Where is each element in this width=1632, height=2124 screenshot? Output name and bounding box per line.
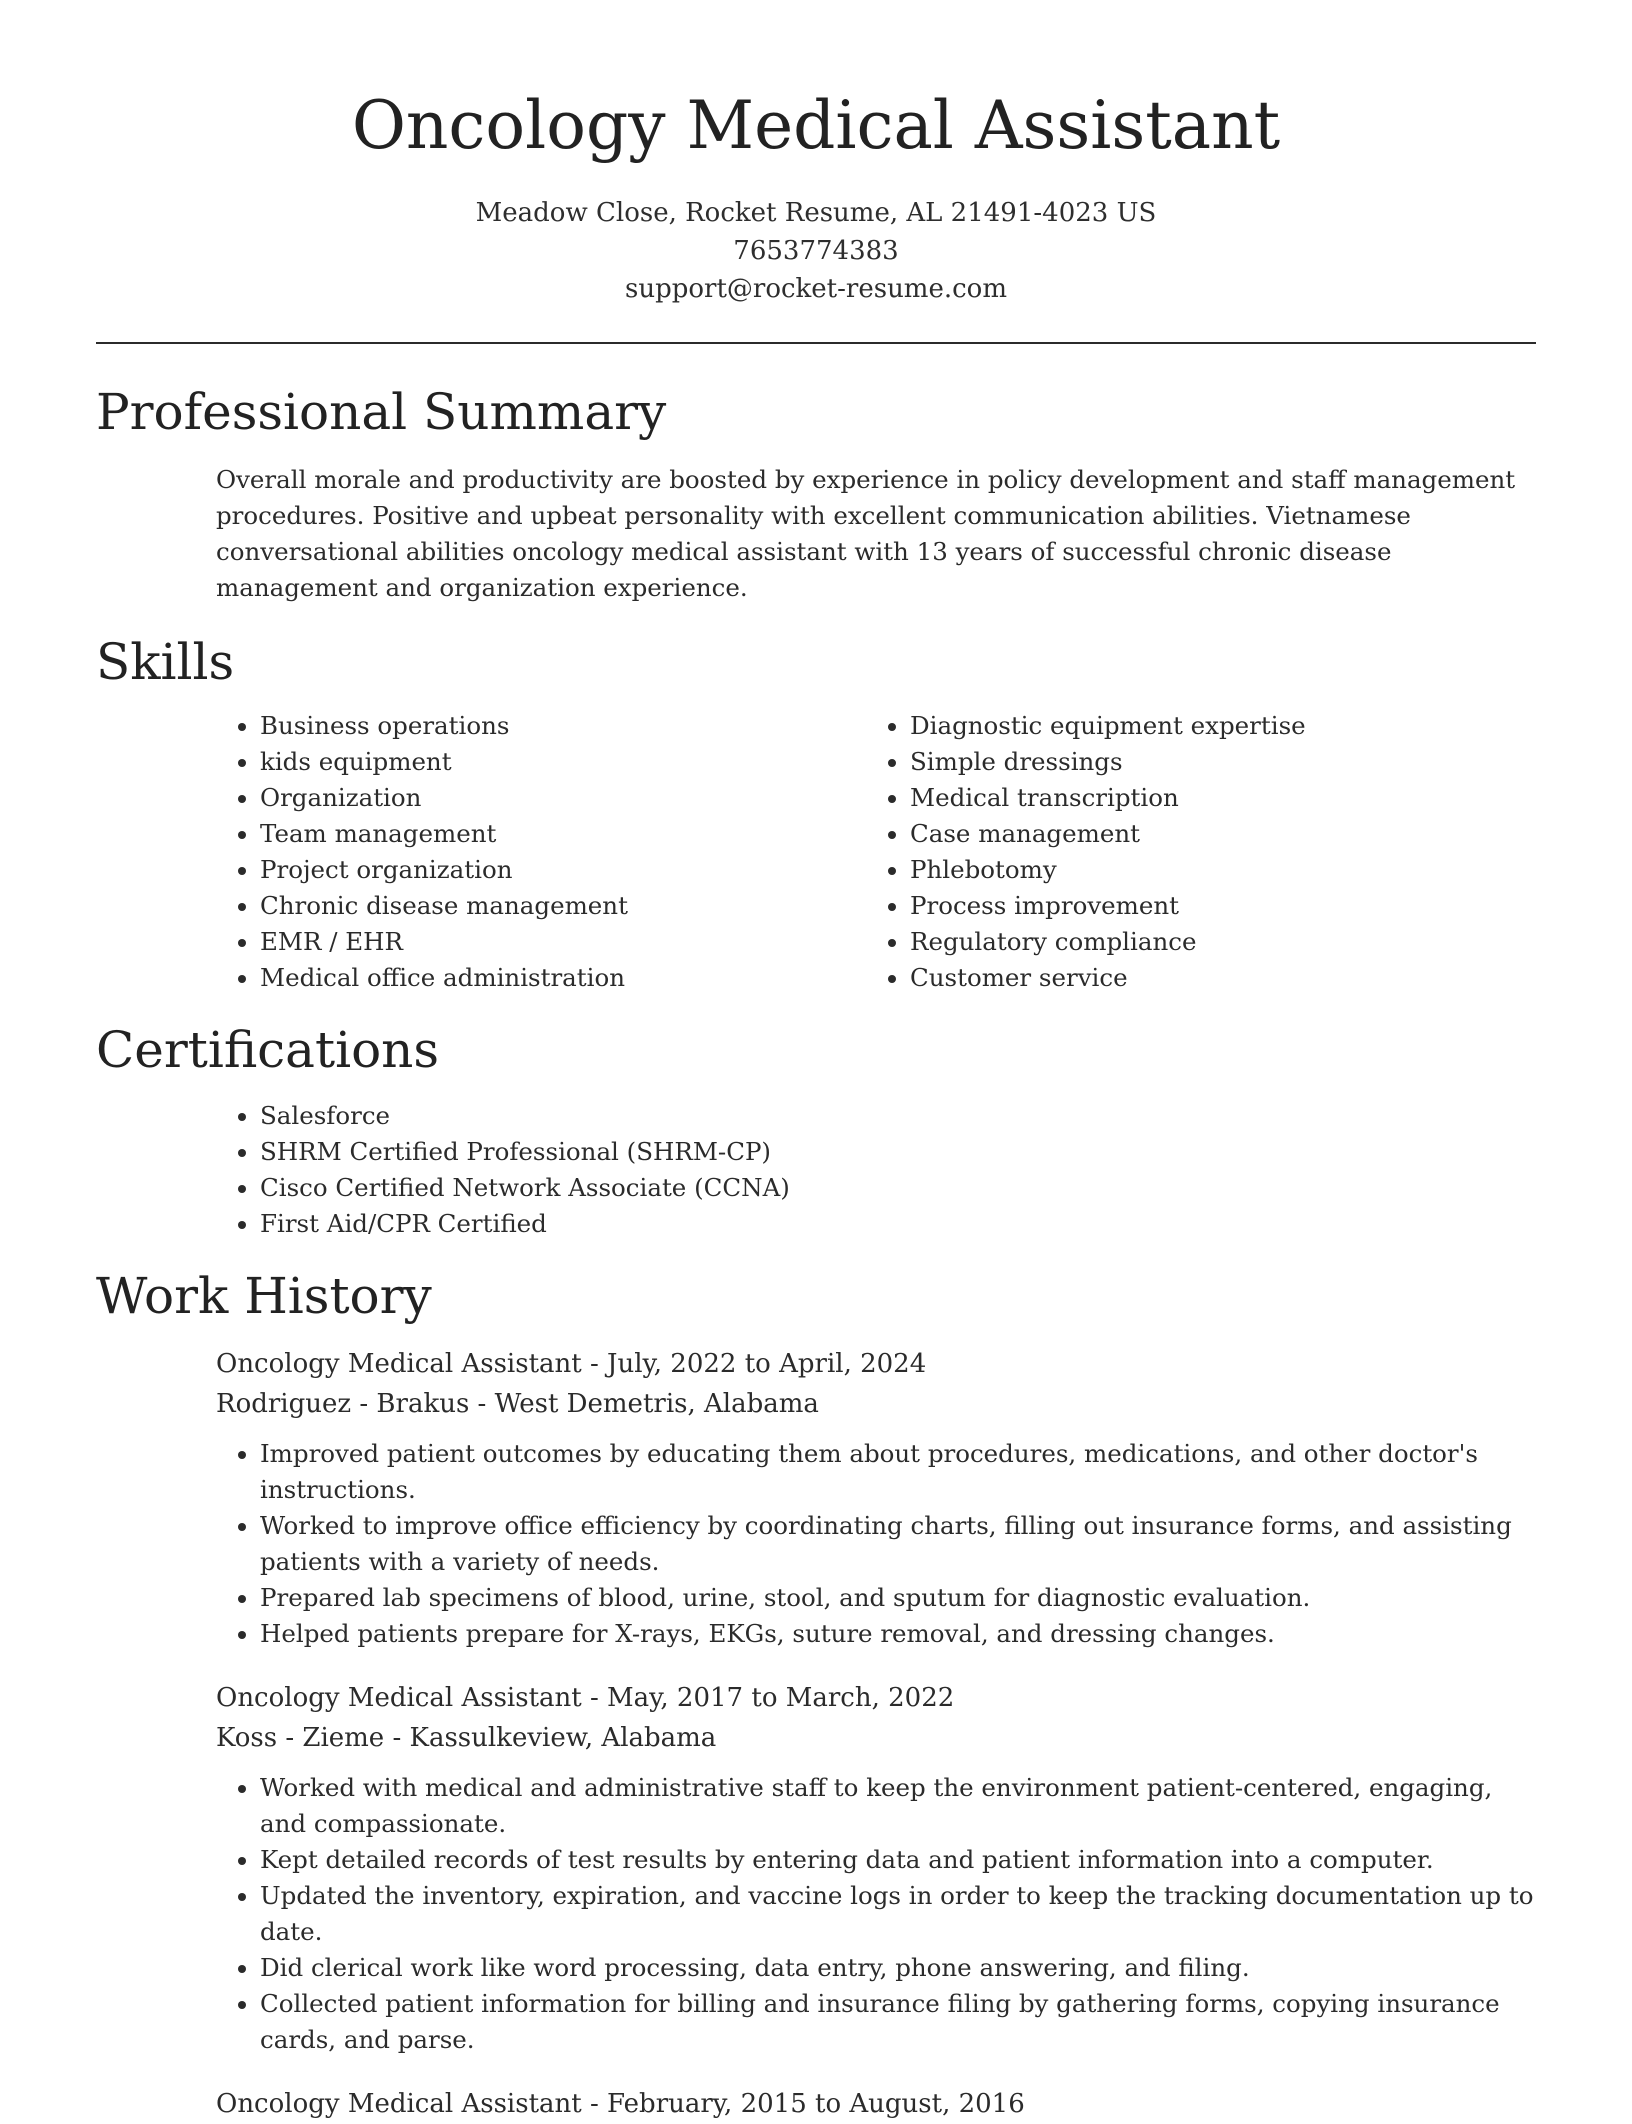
- job-dates: February, 2015 to August, 2016: [607, 2089, 1025, 2119]
- job-bullet: • Updated the inventory, expiration, and vaccine logs in order to keep the tracking documentation up to date.: [260, 1878, 1536, 1950]
- skill-item: • Medical office administration: [260, 960, 866, 996]
- job-bullets: [216, 1436, 1536, 1652]
- job-heading: [216, 1344, 1536, 1424]
- job-entry: [216, 1678, 1536, 2058]
- skill-item: • Medical transcription: [910, 780, 1516, 816]
- job-bullet: • Worked to improve office efficiency by coordinating charts, filling out insurance forms, and assisting patients with a variety of needs.: [260, 1508, 1536, 1580]
- job-title: Oncology Medical Assistant: [216, 1683, 582, 1713]
- certifications-list: [216, 1098, 1536, 1242]
- job-bullets: [216, 1770, 1536, 2058]
- section-title-summary: Professional Summary: [96, 383, 667, 441]
- header-divider: [96, 342, 1536, 344]
- certification-item: • Cisco Certified Network Associate (CCNA): [260, 1170, 1536, 1206]
- job-employer-line: Rodriguez - Brakus - West Demetris, Alabama: [216, 1389, 819, 1419]
- skills-grid: [216, 708, 1536, 996]
- job-heading: [216, 2084, 1536, 2124]
- section-title-skills: Skills: [96, 633, 235, 691]
- skill-item: • Team management: [260, 816, 866, 852]
- job-bullet: • Did clerical work like word processing, data entry, phone answering, and filing.: [260, 1950, 1536, 1986]
- certification-item: • First Aid/CPR Certified: [260, 1206, 1536, 1242]
- job-bullet: • Worked with medical and administrative staff to keep the environment patient-centered, engaging, and compassionate.: [260, 1770, 1536, 1842]
- job-company: Koss - Zieme: [216, 1723, 385, 1753]
- skill-item: • Business operations: [260, 708, 866, 744]
- contact-phone: 7653774383: [733, 236, 899, 266]
- skill-item: • Process improvement: [910, 888, 1516, 924]
- section-title-certifications: Certifications: [96, 1021, 440, 1079]
- skill-item: • Diagnostic equipment expertise: [910, 708, 1516, 744]
- candidate-name: Oncology Medical Assistant: [351, 87, 1281, 164]
- skill-item: • kids equipment: [260, 744, 866, 780]
- job-location: Kassulkeview, Alabama: [409, 1723, 717, 1753]
- job-title-line: Oncology Medical Assistant - May, 2017 to March, 2022: [216, 1683, 955, 1713]
- job-entry: [216, 1344, 1536, 1652]
- job-entry: [216, 2084, 1536, 2124]
- job-bullet: • Improved patient outcomes by educating them about procedures, medications, and other doctor's instructions.: [260, 1436, 1536, 1508]
- resume-header: [96, 0, 1536, 308]
- contact-email: support@rocket-resume.com: [624, 274, 1007, 304]
- skills-column-right: [866, 708, 1516, 996]
- job-heading: [216, 1678, 1536, 1758]
- skill-item: • Project organization: [260, 852, 866, 888]
- skills-column-left: [216, 708, 866, 996]
- contact-address: Meadow Close, Rocket Resume, AL 21491-4023 US: [475, 198, 1157, 228]
- skill-item: • Organization: [260, 780, 866, 816]
- skill-item: • Customer service: [910, 960, 1516, 996]
- summary-text: Overall morale and productivity are boosted by experience in policy development and staff management procedures. Positive and upbeat personality with excellent communication abilities. Vietnamese conversational abilities oncology medical assistant with 13 years of successful chronic disease management and organization experience.: [216, 465, 1516, 602]
- certification-item: • SHRM Certified Professional (SHRM-CP): [260, 1134, 1536, 1170]
- certification-item: • Salesforce: [260, 1098, 1536, 1134]
- job-title: Oncology Medical Assistant: [216, 2089, 582, 2119]
- skill-item: • Chronic disease management: [260, 888, 866, 924]
- job-title: Oncology Medical Assistant: [216, 1349, 582, 1379]
- contact-block: [96, 194, 1536, 308]
- skill-item: • Simple dressings: [910, 744, 1516, 780]
- job-dates: May, 2017 to March, 2022: [607, 1683, 955, 1713]
- skill-item: • EMR / EHR: [260, 924, 866, 960]
- skill-item: • Case management: [910, 816, 1516, 852]
- job-employer-line: Koss - Zieme - Kassulkeview, Alabama: [216, 1723, 717, 1753]
- job-company: Rodriguez - Brakus: [216, 1389, 470, 1419]
- job-title-line: Oncology Medical Assistant - July, 2022 to April, 2024: [216, 1349, 927, 1379]
- job-bullet: • Helped patients prepare for X-rays, EKGs, suture removal, and dressing changes.: [260, 1616, 1536, 1652]
- job-title-line: Oncology Medical Assistant - February, 2015 to August, 2016: [216, 2089, 1025, 2119]
- job-bullet: • Collected patient information for billing and insurance filing by gathering forms, copying insurance cards, and parse.: [260, 1986, 1536, 2058]
- job-bullet: • Prepared lab specimens of blood, urine, stool, and sputum for diagnostic evaluation.: [260, 1580, 1536, 1616]
- job-location: West Demetris, Alabama: [494, 1389, 819, 1419]
- job-bullet: • Kept detailed records of test results by entering data and patient information into a computer.: [260, 1842, 1536, 1878]
- job-dates: July, 2022 to April, 2024: [607, 1349, 927, 1379]
- section-title-work-history: Work History: [96, 1267, 432, 1325]
- skill-item: • Regulatory compliance: [910, 924, 1516, 960]
- skill-item: • Phlebotomy: [910, 852, 1516, 888]
